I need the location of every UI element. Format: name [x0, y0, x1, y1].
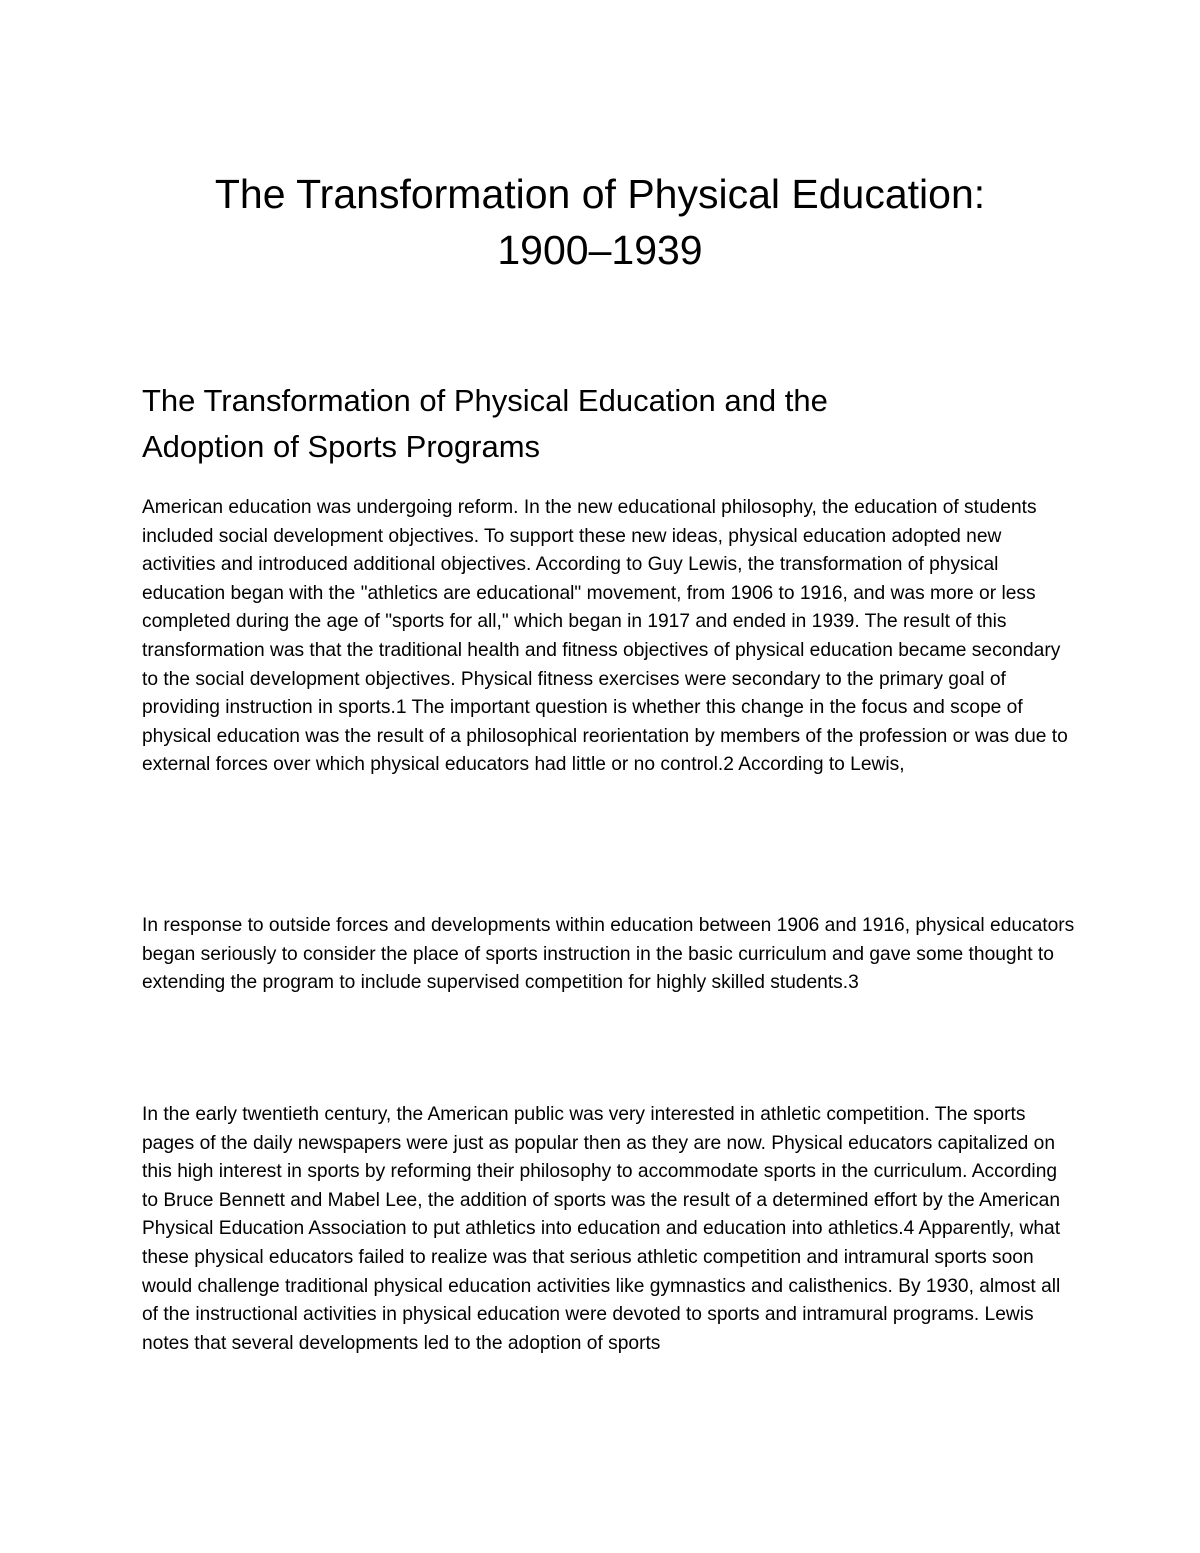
section-heading-line-2: Adoption of Sports Programs — [142, 429, 541, 464]
section-heading-line-1: The Transformation of Physical Education and the — [142, 383, 828, 418]
document-title — [100, 166, 1100, 278]
body-paragraph-3: In the early twentieth century, the American public was very interested in athletic competition. The sports pages of the daily newspapers were just as popular then as they are now. Physical educators capitalized on this high interest in sports by reforming their philosophy to accommodate sports in the curriculum. According to Bruce Bennett and Mabel Lee, the addition of sports was the result of a determined effort by the American Physical Education Association to put athletics into education and education into athletics.4 Apparently, what these physical educators failed to realize was that serious athletic competition and intramural sports soon would challenge traditional physical education activities like gymnastics and calisthenics. By 1930, almost all of the instructional activities in physical education were devoted to sports and intramural programs. Lewis notes that several developments led to the adoption of sports — [142, 1104, 1061, 1354]
section-heading — [142, 378, 1082, 470]
body-paragraph-1: American education was undergoing reform. In the new educational philosophy, the education of students included social development objectives. To support these new ideas, physical education adopted new activities and introduced additional objectives. According to Guy Lewis, the transformation of physical education began with the "athletics are educational" movement, from 1906 to 1916, and was more or less completed during the age of "sports for all," which began in 1917 and ended in 1939. The result of this transformation was that the traditional health and fitness objectives of physical education became secondary to the social development objectives. Physical fitness exercises were secondary to the primary goal of providing instruction in sports.1 The important question is whether this change in the focus and scope of physical education was the result of a philosophical reorientation by members of the profession or was due to external forces over which physical educators had little or no control.2 According to Lewis, — [142, 497, 1068, 776]
document-title-line-2: 1900–1939 — [497, 227, 703, 273]
document-title-line-1: The Transformation of Physical Education: — [214, 171, 986, 217]
body-paragraph-2: In response to outside forces and developments within education between 1906 and 1916, physical educators began seriously to consider the place of sports instruction in the basic curriculum and gave some thought to extending the program to include supervised competition for highly skilled students.3 — [142, 915, 1075, 994]
